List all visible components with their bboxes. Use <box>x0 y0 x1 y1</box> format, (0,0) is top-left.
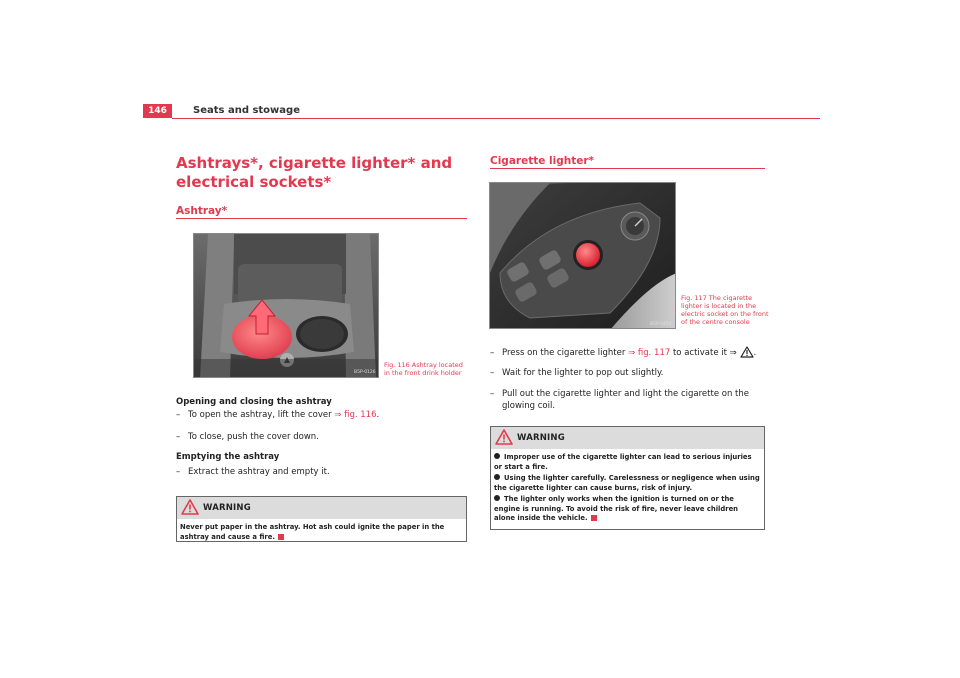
figure-117-code: B5P-0454 <box>650 322 672 327</box>
fig-117-link[interactable]: ⇒ fig. 117 <box>628 348 671 358</box>
opening-step-1: – To open the ashtray, lift the cover ⇒ fig. 116. <box>176 410 380 420</box>
warning-triangle-icon <box>495 429 513 445</box>
figure-117-caption: Fig. 117 The cigarette lighter is located in the electric socket on the front of the centre console <box>681 294 769 326</box>
bullet-icon <box>494 495 500 501</box>
main-heading: Ashtrays*, cigarette lighter* and electrical sockets* <box>176 154 453 191</box>
figure-116-code: B5P-0126 <box>354 370 376 375</box>
warning-triangle-icon <box>181 499 199 515</box>
page-number: 146 <box>143 104 172 118</box>
warning-header <box>491 427 764 449</box>
figure-116-ashtray-photo <box>193 233 379 378</box>
opening-step-2: – To close, push the cover down. <box>176 432 319 442</box>
lighter-step-1: – Press on the cigarette lighter ⇒ fig. 117 to activate it ⇒ . <box>490 348 757 358</box>
lighter-step-2: – Wait for the lighter to pop out slightly. <box>490 368 664 378</box>
warning-title: WARNING <box>203 503 251 513</box>
warning-reference-icon[interactable] <box>740 346 754 358</box>
figure-116-caption: Fig. 116 Ashtray located in the front drink holder <box>384 361 463 377</box>
warning-text: Never put paper in the ashtray. Hot ash could ignite the paper in the ashtray and cause a fire. <box>180 523 445 541</box>
ashtray-warning-box <box>176 496 467 542</box>
end-mark <box>591 515 597 521</box>
warning-bullet-1: Improper use of the cigarette lighter can lead to serious injuries or start a fire. <box>494 453 752 471</box>
lighter-heading: Cigarette lighter* <box>490 155 595 167</box>
warning-text <box>491 449 764 532</box>
lighter-heading-rule <box>490 168 765 169</box>
opening-heading: Opening and closing the ashtray <box>176 397 332 407</box>
emptying-heading: Emptying the ashtray <box>176 452 280 462</box>
fig-116-link[interactable]: ⇒ fig. 116 <box>334 410 377 420</box>
lighter-step-3: – Pull out the cigarette lighter and light the cigarette on the glowing coil. <box>490 389 749 411</box>
ashtray-illustration <box>194 234 379 378</box>
bullet-icon <box>494 474 500 480</box>
ashtray-heading: Ashtray* <box>176 205 228 217</box>
warning-title: WARNING <box>517 433 565 443</box>
header-rule <box>172 118 820 119</box>
warning-bullet-2: Using the lighter carefully. Carelessness or negligence when using the cigarette lighter can cause burns, risk of injury. <box>494 474 760 492</box>
end-mark <box>278 534 284 540</box>
lighter-illustration <box>490 183 676 329</box>
bullet-icon <box>494 453 500 459</box>
ashtray-heading-rule <box>176 218 467 219</box>
figure-117-lighter-photo <box>489 182 676 329</box>
emptying-step-1: – Extract the ashtray and empty it. <box>176 467 330 477</box>
warning-bullet-3: The lighter only works when the ignition is turned on or the engine is running. To avoid the risk of fire, never leave children alone inside the vehicle. <box>494 495 739 522</box>
lighter-warning-box <box>490 426 765 530</box>
section-title: Seats and stowage <box>193 105 300 116</box>
warning-header <box>177 497 466 519</box>
